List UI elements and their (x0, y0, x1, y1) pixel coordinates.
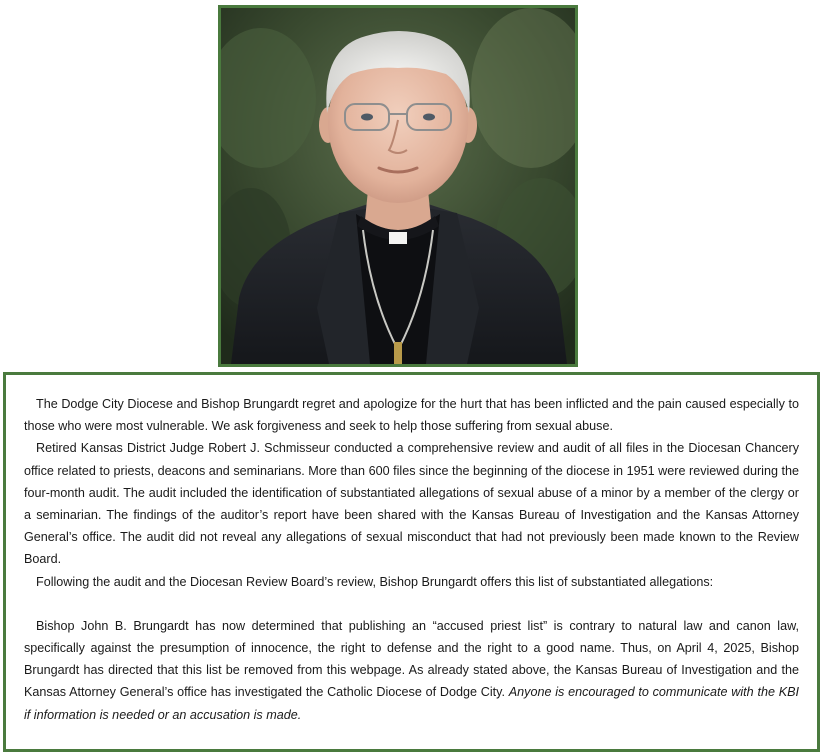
statement-box (3, 372, 820, 752)
bishop-portrait-image (221, 8, 575, 364)
bishop-photo-frame (218, 5, 578, 367)
statement-paragraph-apology: The Dodge City Diocese and Bishop Brungardt regret and apologize for the hurt that has been inflicted and the pain caused especially to those who were most vulnerable. We ask forgiveness and seek to help those suffering from sexual abuse. (24, 397, 799, 434)
statement-paragraph-list-intro: Following the audit and the Diocesan Review Board’s review, Bishop Brungardt offers this list of substantiated allegations: (36, 574, 714, 589)
removal-text: Bishop John B. Brungardt has now determined that publishing an “accused priest list” is contrary to natural law and canon law, specifically against the presumption of innocence, the right to defense and the right to a good name. Thus, on April 4, 2025, Bishop Brungardt has directed that this list be removed from this webpage. As already stated above, the Kansas Bureau of Investigation and the Kansas Attorney General’s office has investigated the Catholic Diocese of Dodge City. (24, 618, 799, 700)
kbi-contact-note: Anyone is encouraged to communicate with the KBI if information is needed or an accusation is made. (24, 685, 800, 722)
statement-paragraph-audit: Retired Kansas District Judge Robert J. Schmisseur conducted a comprehensive review and audit of all files in the Diocesan Chancery office related to priests, deacons and seminarians. More than 600 files since the beginning of the diocese in 1951 were reviewed during the four-month audit. The audit included the identification of substantiated allegations of sexual abuse of a minor by a member of the clergy or a seminarian. The findings of the auditor’s report have been shared with the Kansas Bureau of Investigation and the Kansas Attorney General’s office. The audit did not reveal any allegations of sexual misconduct that had not previously been made known to the Review Board. (24, 441, 799, 567)
statement-paragraph-removal (24, 615, 799, 726)
